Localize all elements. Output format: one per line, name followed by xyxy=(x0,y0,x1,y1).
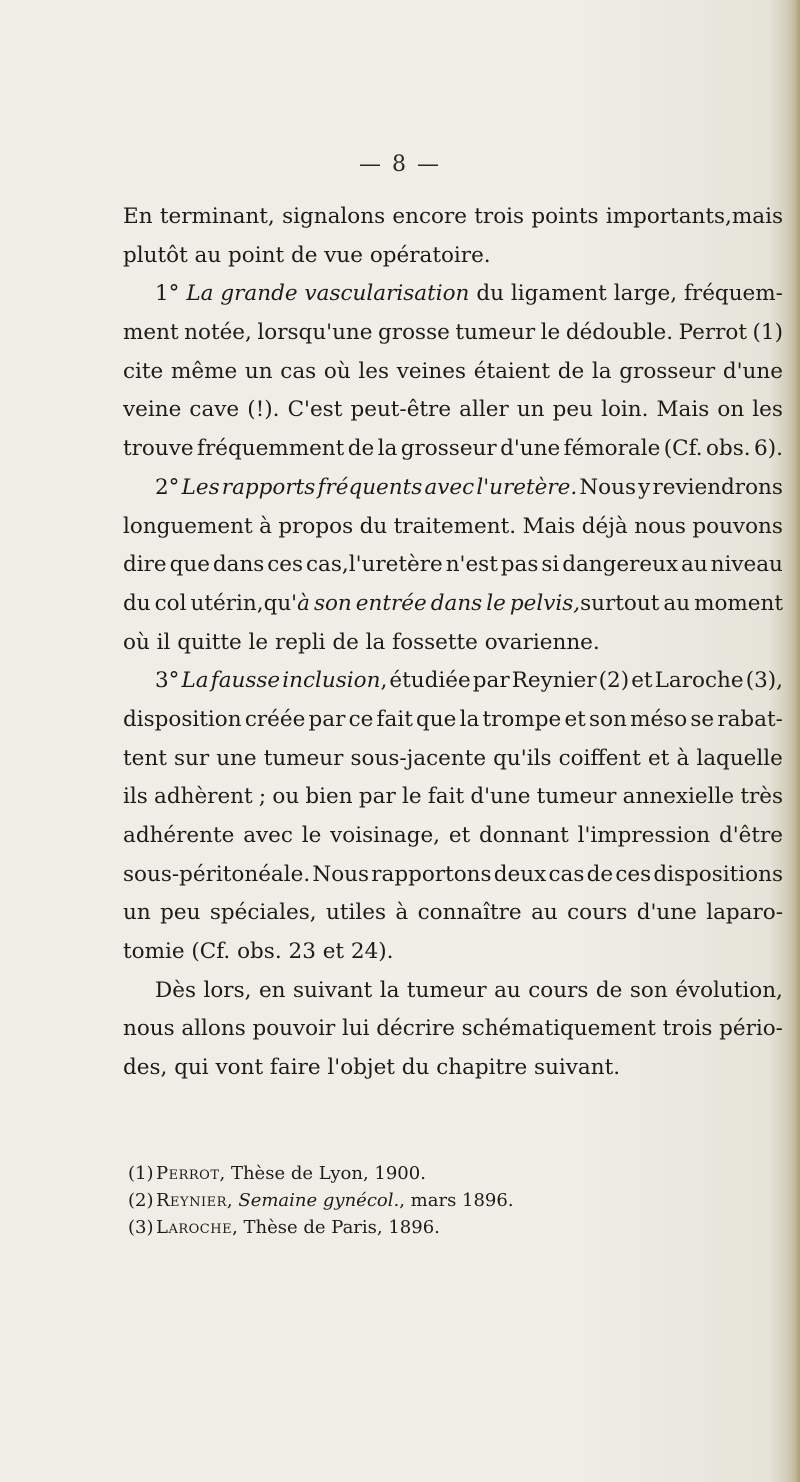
word: dans xyxy=(430,590,483,616)
word: inclusion, xyxy=(282,668,388,694)
word: par xyxy=(472,668,510,694)
word: suivant xyxy=(293,977,373,1003)
word: Perrot xyxy=(678,320,747,346)
word: étaient xyxy=(473,358,551,384)
word: un xyxy=(244,358,273,384)
word: Laroche xyxy=(654,668,744,694)
text-line xyxy=(123,508,783,547)
text-line xyxy=(123,198,783,237)
word: nous xyxy=(634,513,686,539)
word: peut-être xyxy=(350,397,452,423)
word: rapports xyxy=(221,474,316,500)
word: par xyxy=(308,706,346,732)
word: vascularisation xyxy=(304,281,470,307)
word: cours xyxy=(567,900,628,926)
word: cas xyxy=(280,358,317,384)
word: cave xyxy=(189,397,240,423)
word: à xyxy=(259,513,272,539)
word: tent xyxy=(123,745,167,771)
word: cite xyxy=(123,358,164,384)
text-line xyxy=(123,314,783,353)
word: à xyxy=(676,745,690,771)
word: veines xyxy=(396,358,467,384)
word: tumeur xyxy=(536,784,617,810)
word: par xyxy=(358,784,396,810)
word: son xyxy=(589,706,627,732)
word: le xyxy=(540,320,561,346)
word: peu xyxy=(552,397,593,423)
word: sous-jacente xyxy=(350,745,487,771)
word: En xyxy=(123,204,153,229)
word: sur xyxy=(173,745,210,771)
word: trois xyxy=(474,204,525,229)
word: ou xyxy=(272,784,300,810)
word: 3° xyxy=(155,668,180,694)
word: notée, xyxy=(184,320,252,346)
word: ligament xyxy=(510,281,607,307)
word: La xyxy=(181,668,209,694)
word: un xyxy=(123,900,151,926)
word: lui xyxy=(341,1016,370,1042)
word: annexielle xyxy=(622,784,735,810)
text-line xyxy=(123,778,783,817)
word: du xyxy=(476,281,504,307)
text-line xyxy=(123,275,783,314)
word: adhèrent xyxy=(154,784,253,810)
word: Mais xyxy=(656,397,710,423)
footnote-rest: , Thèse de Paris, 1896. xyxy=(232,1217,440,1238)
word: au xyxy=(663,590,691,616)
word: C'est xyxy=(287,397,343,423)
text-line xyxy=(123,740,783,779)
page-number: — 8 — xyxy=(359,152,441,177)
word: utérin,qu'à xyxy=(190,590,310,616)
word: dans xyxy=(212,552,265,578)
word: la xyxy=(379,977,400,1003)
word: fémorale xyxy=(563,436,661,462)
word: tumeur xyxy=(406,977,487,1003)
word: fréquemment xyxy=(197,436,345,462)
word: se xyxy=(690,706,715,732)
word: (3), xyxy=(745,668,783,694)
word: sous-péritonéale. xyxy=(123,861,311,887)
word: au xyxy=(681,552,708,578)
word: spéciales, xyxy=(209,900,317,926)
word: grande xyxy=(220,281,298,307)
word: très xyxy=(740,784,783,810)
word: fréquem- xyxy=(683,281,783,307)
word: 1° xyxy=(155,281,180,307)
footnote xyxy=(128,1160,728,1187)
word: Nous xyxy=(312,861,370,887)
word: grosseur xyxy=(400,436,497,462)
word: veine xyxy=(123,397,182,423)
word: Nous xyxy=(579,474,636,500)
word: rapportons xyxy=(371,861,492,887)
word: moment xyxy=(694,590,783,616)
word: fausse xyxy=(210,668,281,694)
word: lorsqu'une xyxy=(257,320,373,346)
word: où xyxy=(323,358,351,384)
text-line xyxy=(123,856,783,895)
word: si xyxy=(541,552,560,578)
word: à xyxy=(395,900,409,926)
footnote-number: (1) xyxy=(128,1163,154,1184)
word: points xyxy=(531,204,599,229)
word: Les xyxy=(181,474,220,500)
word: ces xyxy=(267,552,304,578)
word: (1) xyxy=(752,320,783,346)
word: obs. xyxy=(706,436,751,462)
word: évolution, xyxy=(675,977,783,1003)
footnote-author: Laroche xyxy=(156,1217,233,1238)
word: rabat- xyxy=(717,706,783,732)
word: et xyxy=(631,668,653,694)
word: lors, xyxy=(203,977,252,1003)
text-run: des, qui vont faire l'objet du chapitre suivant. xyxy=(123,1055,621,1081)
text-line xyxy=(123,391,783,430)
word: avec xyxy=(243,823,293,848)
footnote-author: Perrot xyxy=(156,1163,220,1184)
text-line xyxy=(123,585,783,624)
word: de xyxy=(347,436,375,462)
word: trompe xyxy=(482,706,562,732)
word: d'être xyxy=(718,823,783,848)
word: La xyxy=(186,281,214,307)
word: laparo- xyxy=(706,900,783,926)
word: l'uretère. xyxy=(476,474,578,500)
word: signalons xyxy=(282,204,386,229)
word: étudiée xyxy=(389,668,471,694)
word: large, xyxy=(613,281,678,307)
word: longuement xyxy=(123,513,253,539)
word: importants,mais xyxy=(605,204,783,229)
word: entrée xyxy=(355,590,427,616)
text-line xyxy=(123,894,783,933)
word: de xyxy=(586,861,614,887)
word: cas,l'uretère xyxy=(306,552,443,578)
text-line xyxy=(123,1010,783,1049)
word: donnant xyxy=(479,823,569,848)
text-line xyxy=(123,469,783,508)
body-text xyxy=(123,198,783,1088)
word: coiffent xyxy=(558,745,641,771)
text-line xyxy=(123,1049,783,1088)
word: grosse xyxy=(378,320,450,346)
word: avec xyxy=(424,474,475,500)
word: Mais xyxy=(522,513,576,539)
word: fait xyxy=(376,706,413,732)
word: y xyxy=(638,474,651,500)
word: (Cf. xyxy=(663,436,703,462)
word: dispositions xyxy=(653,861,783,887)
word: qu'ils xyxy=(493,745,552,771)
word: dire xyxy=(123,552,167,578)
word: en xyxy=(258,977,286,1003)
word: un xyxy=(516,397,545,423)
footnote-number: (2) xyxy=(128,1190,154,1211)
footnote-rest: , Thèse de Lyon, 1900. xyxy=(219,1163,426,1184)
word: grosseur xyxy=(619,358,716,384)
footnote-author: Reynier xyxy=(156,1190,227,1211)
word: l'impression xyxy=(577,823,711,848)
word: loin. xyxy=(601,397,649,423)
word: 6). xyxy=(754,436,783,462)
word: la xyxy=(459,706,480,732)
word: disposition xyxy=(123,706,242,732)
word: ment xyxy=(123,320,179,346)
word: du xyxy=(123,590,151,616)
footnotes xyxy=(128,1160,728,1241)
footnote-rest: , mars 1896. xyxy=(399,1190,514,1211)
word: fait xyxy=(427,784,465,810)
footnote: (2) Reynier, Semaine gynécol., mars 1896. xyxy=(128,1187,728,1214)
word: pelvis,surtout xyxy=(509,590,660,616)
word: fréquents xyxy=(317,474,423,500)
word: et xyxy=(448,823,471,848)
word: pério- xyxy=(719,1016,783,1042)
word: d'une xyxy=(722,358,783,384)
word: de xyxy=(595,977,623,1003)
word: dangereux xyxy=(562,552,679,578)
word: la xyxy=(377,436,398,462)
word: le xyxy=(486,590,506,616)
word: d'une xyxy=(500,436,561,462)
text-line xyxy=(123,662,783,701)
word: de xyxy=(557,358,585,384)
word: Reynier xyxy=(511,668,597,694)
word: que xyxy=(169,552,210,578)
word: n'est xyxy=(445,552,498,578)
footnote xyxy=(128,1214,728,1241)
footnote-number: (3) xyxy=(128,1217,154,1238)
word: pouvoir xyxy=(252,1016,336,1042)
word: son xyxy=(313,590,352,616)
word: et xyxy=(564,706,586,732)
word: pouvons xyxy=(692,513,783,539)
word: (2) xyxy=(598,668,630,694)
word: ce xyxy=(348,706,374,732)
word: du xyxy=(359,513,388,539)
word: laquelle xyxy=(696,745,783,771)
word: tumeur xyxy=(263,745,344,771)
word: les xyxy=(358,358,389,384)
word: que xyxy=(416,706,457,732)
word: cours xyxy=(528,977,589,1003)
word: créée xyxy=(244,706,306,732)
text-line xyxy=(123,237,783,276)
word: les xyxy=(752,397,783,423)
text-line xyxy=(123,972,783,1011)
word: peu xyxy=(160,900,201,926)
word: cas xyxy=(548,861,585,887)
word: col xyxy=(154,590,187,616)
word: niveau xyxy=(710,552,783,578)
word: nous xyxy=(123,1016,175,1042)
text-run: plutôt au point de vue opératoire. xyxy=(123,242,491,268)
word: ; xyxy=(258,784,267,810)
word: encore xyxy=(392,204,467,229)
word: méso xyxy=(630,706,688,732)
word: au xyxy=(531,900,558,926)
word: trouve xyxy=(123,436,194,462)
word: le xyxy=(401,784,422,810)
word: Dès xyxy=(155,977,196,1003)
word: adhérente xyxy=(123,823,235,848)
word: le xyxy=(301,823,322,848)
text-run: tomie (Cf. obs. 23 et 24). xyxy=(123,939,394,965)
word: au xyxy=(494,977,521,1003)
word: (!). xyxy=(247,397,280,423)
word: d'une xyxy=(470,784,531,810)
text-line xyxy=(123,546,783,585)
word: traitement. xyxy=(393,513,517,539)
word: deux xyxy=(493,861,547,887)
word: dédouble. xyxy=(565,320,674,346)
word: décrire xyxy=(376,1016,455,1042)
text-line xyxy=(123,933,783,972)
word: trois xyxy=(662,1016,713,1042)
word: même xyxy=(170,358,238,384)
word: tumeur xyxy=(455,320,536,346)
word: on xyxy=(717,397,745,423)
word: une xyxy=(216,745,257,771)
word: allons xyxy=(181,1016,246,1042)
word: pas xyxy=(500,552,539,578)
word: aller xyxy=(459,397,509,423)
word: d'une xyxy=(636,900,697,926)
text-line xyxy=(123,430,783,469)
text-run: où il quitte le repli de la fossette ovarienne. xyxy=(123,629,600,655)
footnote-title: Semaine gynécol. xyxy=(238,1190,400,1211)
word: utiles xyxy=(326,900,386,926)
text-line xyxy=(123,701,783,740)
word: terminant, xyxy=(159,204,275,229)
word: bien xyxy=(305,784,353,810)
text-line xyxy=(123,353,783,392)
word: voisinage, xyxy=(330,823,441,848)
word: reviendrons xyxy=(652,474,783,500)
word: ces xyxy=(615,861,652,887)
word: 2° xyxy=(155,474,180,500)
word: ils xyxy=(123,784,148,810)
text-line xyxy=(123,624,783,663)
word: la xyxy=(591,358,612,384)
word: déjà xyxy=(581,513,628,539)
word: propos xyxy=(278,513,354,539)
word: schématiquement xyxy=(461,1016,656,1042)
word: son xyxy=(629,977,668,1003)
text-line xyxy=(123,817,783,856)
word: connaître xyxy=(417,900,522,926)
word: et xyxy=(648,745,670,771)
page-edge-shadow xyxy=(786,0,800,1482)
